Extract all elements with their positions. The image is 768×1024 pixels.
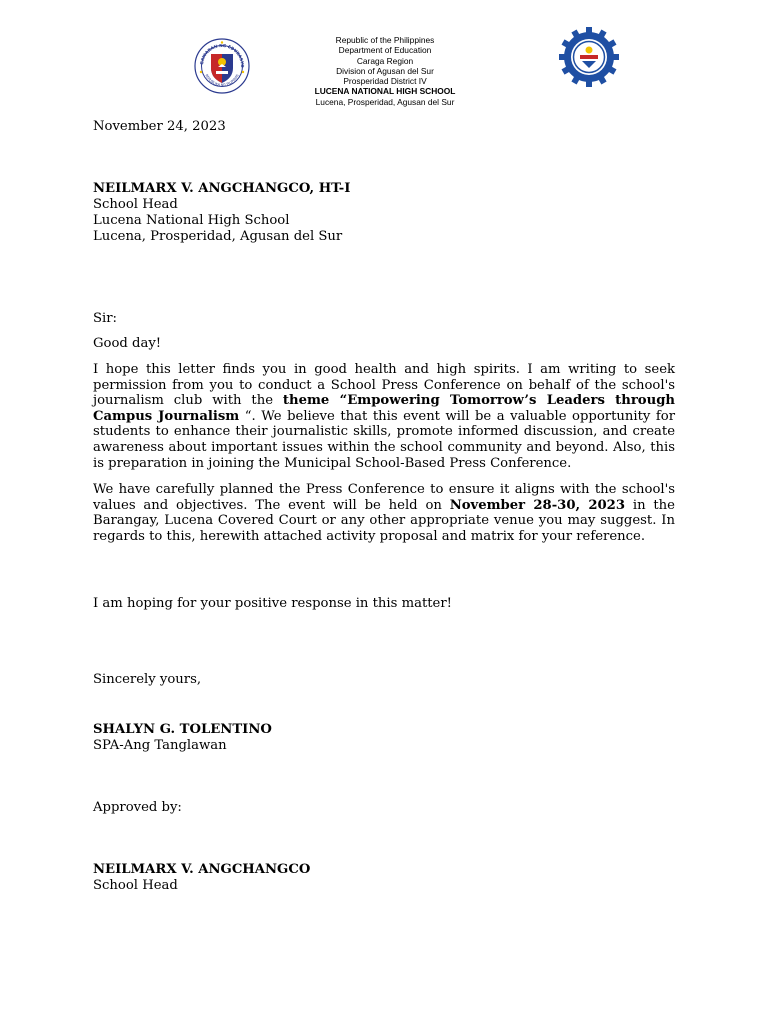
paragraph-1-theme: theme “Empowering Tomorrow’s Leaders through Campus Journalism (93, 393, 676, 424)
deped-seal-icon (194, 38, 250, 94)
recipient-name: NEILMARX V. ANGCHANGCO, HT-I (93, 181, 351, 196)
header-school-address: Lucena, Prosperidad, Agusan del Sur (315, 96, 455, 107)
greeting: Good day! (93, 336, 162, 351)
header-school-name: LUCENA NATIONAL HIGH SCHOOL (314, 86, 456, 97)
header-republic: Republic of the Philippines (335, 35, 435, 45)
body-paragraph-1 (93, 362, 675, 471)
paragraph-1-text-b: “. We believe that this event will be a valuable opportunity for students to enhance their journalistic skills, promote informed discussion, and create awareness about important issues within the school community and beyond. Also, this is preparation in joining the Municipal School-Based Press Conference. (93, 408, 676, 471)
approver-position: School Head (93, 878, 178, 893)
approved-by-label: Approved by: (93, 800, 182, 815)
body-paragraph-2 (93, 482, 675, 544)
sender-position: SPA-Ang Tanglawan (93, 738, 227, 753)
letterhead (0, 34, 768, 114)
letterhead-text (275, 35, 495, 107)
letter-date: November 24, 2023 (93, 119, 226, 134)
approver-name: NEILMARX V. ANGCHANGCO (93, 862, 311, 877)
complimentary-close: Sincerely yours, (93, 672, 202, 687)
paragraph-2-text-a: We have carefully planned the Press Conference to ensure it aligns with the school's values and objectives. The event will be held on (93, 482, 675, 513)
sender-name: SHALYN G. TOLENTINO (93, 722, 272, 737)
header-department: Department of Education (338, 45, 432, 56)
school-gear-seal-icon (558, 26, 620, 88)
recipient-title: School Head (93, 197, 178, 212)
header-district: Prosperidad District IV (343, 76, 427, 87)
closing-line: I am hoping for your positive response in this matter! (93, 596, 452, 611)
paragraph-2-text-b: in the Barangay, Lucena Covered Court or any other appropriate venue you may suggest. In regards to this, herewith attached activity proposal and matrix for your reference. (93, 497, 675, 544)
svg-text:KAGAWARAN NG EDUKASYON: GAWARAN NG EDUKASYO (199, 42, 246, 68)
svg-text:REPUBLIKA NG PILIPINAS: REPUBLIKA NG PILIPINAS (204, 73, 240, 88)
header-region: Caraga Region (356, 55, 414, 66)
recipient-school: Lucena National High School (93, 213, 290, 228)
recipient-address: Lucena, Prosperidad, Agusan del Sur (93, 229, 343, 244)
salutation: Sir: (93, 311, 117, 326)
paragraph-1-text-a: I hope this letter finds you in good health and high spirits. I am writing to seek permission from you to conduct a School Press Conference on behalf of the school's journalism club with the (93, 362, 675, 409)
header-division: Division of Agusan del Sur (336, 65, 434, 76)
paragraph-2-dates: November 28-30, 2023 (449, 497, 626, 513)
